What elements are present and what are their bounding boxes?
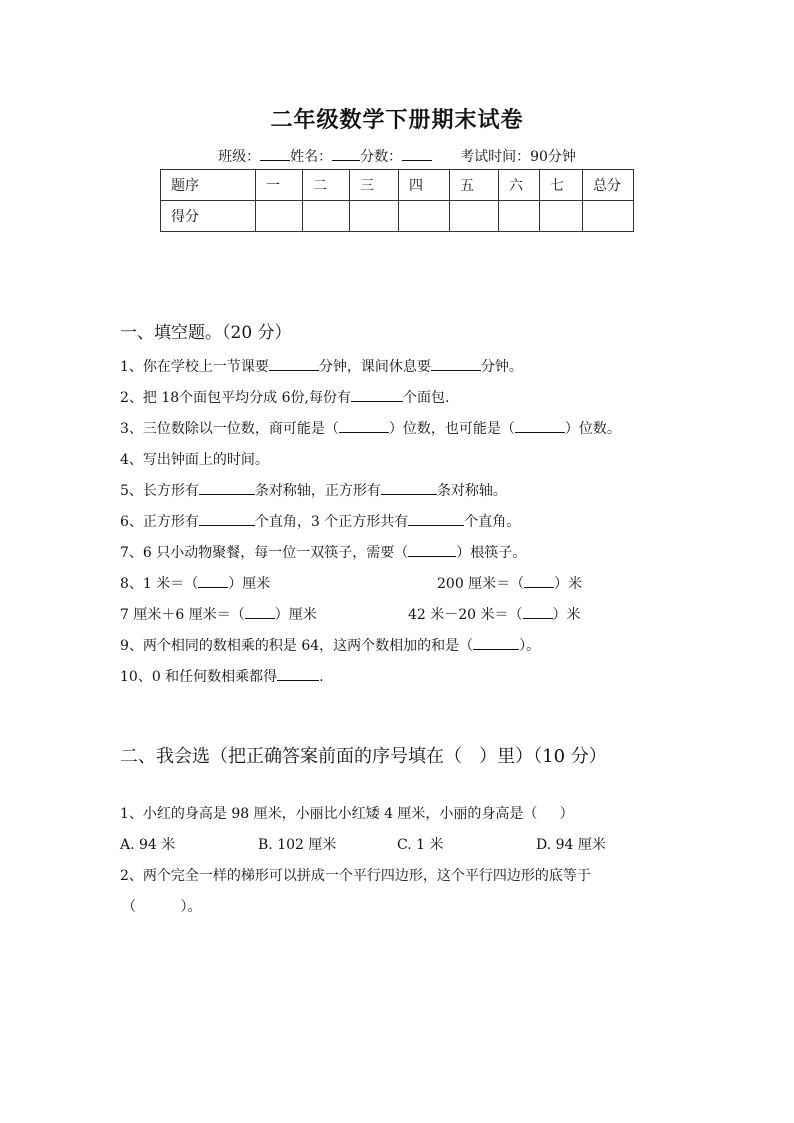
question-1-4: 4、写出钟面上的时间。: [120, 452, 269, 468]
question-text: 3、三位数除以一位数，商可能是（: [120, 421, 339, 437]
question-text: 2、把 18个面包平均分成 6份,每份有: [120, 390, 351, 406]
question-text: 8、1 米＝（: [120, 576, 199, 592]
score-cell[interactable]: [540, 201, 583, 232]
score-label: 分数：: [360, 149, 403, 165]
question-2-1-option-a[interactable]: A. 94 米: [120, 837, 176, 853]
page-title: 二年级数学下册期末试卷: [270, 107, 524, 133]
question-1-9: [120, 635, 540, 655]
question-1-8c: [120, 604, 317, 624]
score-cell[interactable]: [499, 201, 540, 232]
score-table-score-row: [161, 201, 634, 232]
question-text: 9、两个相同的数相乘的积是 64，这两个数相加的和是（: [120, 638, 474, 654]
answer-blank[interactable]: [523, 606, 553, 619]
score-table-header-cell: 六: [499, 170, 540, 201]
question-2-1-option-d[interactable]: D. 94 厘米: [536, 837, 606, 853]
score-cell[interactable]: [256, 201, 303, 232]
answer-blank[interactable]: [381, 482, 437, 495]
question-text: ）根筷子。: [456, 545, 527, 561]
class-label: 班级：: [218, 149, 261, 165]
answer-blank[interactable]: [408, 544, 456, 557]
question-2-1-option-c[interactable]: C. 1 米: [397, 837, 444, 853]
question-text: 个直角，3 个正方形共有: [254, 514, 409, 530]
score-table-header-cell: 三: [350, 170, 399, 201]
question-text: 条对称轴，正方形有: [254, 483, 381, 499]
student-info-line: [0, 146, 794, 166]
question-1-8d: [408, 604, 581, 624]
question-1-3: [120, 418, 621, 438]
score-cell[interactable]: [450, 201, 499, 232]
score-blank[interactable]: [402, 147, 432, 161]
question-text: ）米: [552, 607, 581, 623]
question-1-7: [120, 542, 526, 562]
question-1-2: [120, 387, 449, 407]
question-text: 7、6 只小动物聚餐，每一位一双筷子，需要（: [120, 545, 409, 561]
question-text: 分钟。: [480, 359, 523, 375]
score-table-header-cell: 四: [399, 170, 450, 201]
score-table-header-cell: 七: [540, 170, 583, 201]
question-text: 个直角。: [464, 514, 521, 530]
question-1-5: [120, 480, 507, 500]
score-cell[interactable]: [399, 201, 450, 232]
question-text: 1、你在学校上一节课要: [120, 359, 269, 375]
section-1-heading: 一、填空题。（20 分）: [120, 323, 292, 343]
score-cell[interactable]: [303, 201, 350, 232]
answer-blank[interactable]: [199, 513, 255, 526]
score-table-row-label: 得分: [161, 201, 256, 232]
question-text: 5、长方形有: [120, 483, 199, 499]
score-table-header-cell: 五: [450, 170, 499, 201]
score-table-header-cell: 二: [303, 170, 350, 201]
question-text: 条对称轴。: [436, 483, 507, 499]
score-cell[interactable]: [583, 201, 634, 232]
question-text: 42 米－20 米＝（: [408, 607, 523, 623]
answer-blank[interactable]: [245, 606, 275, 619]
question-text: 个面包.: [402, 390, 450, 406]
answer-blank[interactable]: [199, 482, 255, 495]
question-text: 分钟，课间休息要: [318, 359, 431, 375]
question-1-10: [120, 666, 324, 686]
exam-time: 考试时间：90分钟: [460, 149, 576, 165]
answer-blank[interactable]: [431, 358, 481, 371]
question-2-1-option-b[interactable]: B. 102 厘米: [258, 837, 337, 853]
question-text: 10、0 和任何数相乘都得: [120, 669, 278, 685]
question-text: 6、正方形有: [120, 514, 199, 530]
answer-blank[interactable]: [277, 668, 319, 681]
question-text: ）米: [554, 576, 583, 592]
question-text: ）厘米: [274, 607, 317, 623]
name-blank[interactable]: [332, 147, 360, 161]
score-table-header-cell: 总分: [583, 170, 634, 201]
answer-blank[interactable]: [408, 513, 464, 526]
question-2-2: 2、两个完全一样的梯形可以拼成一个平行四边形，这个平行四边形的底等于: [120, 868, 591, 884]
answer-blank[interactable]: [524, 575, 554, 588]
question-2-1: 1、小红的身高是 98 厘米，小丽比小红矮 4 厘米，小丽的身高是（ ）: [120, 806, 574, 822]
answer-blank[interactable]: [473, 637, 519, 650]
score-table-header-row: [161, 170, 634, 201]
answer-blank[interactable]: [351, 389, 403, 402]
score-table-header-cell: 题序: [161, 170, 256, 201]
answer-blank[interactable]: [339, 420, 389, 433]
question-text: ）厘米: [228, 576, 271, 592]
question-text: ）。: [519, 638, 541, 654]
question-1-8b: [437, 573, 582, 593]
question-text: .: [319, 669, 324, 685]
answer-blank[interactable]: [515, 420, 565, 433]
answer-blank[interactable]: [269, 358, 319, 371]
question-text: ）位数，也可能是（: [388, 421, 515, 437]
question-text: 7 厘米＋6 厘米＝（: [120, 607, 245, 623]
name-label: 姓名：: [290, 149, 333, 165]
section-2-heading: 二、我会选（把正确答案前面的序号填在（ ）里）（10 分）: [120, 746, 607, 767]
question-2-2-answer-bracket[interactable]: （ ）。: [122, 899, 202, 915]
answer-blank[interactable]: [198, 575, 228, 588]
class-blank[interactable]: [260, 147, 290, 161]
score-cell[interactable]: [350, 201, 399, 232]
question-1-6: [120, 511, 520, 531]
score-table-header-cell: 一: [256, 170, 303, 201]
score-table: [160, 169, 634, 232]
question-text: ）位数。: [564, 421, 621, 437]
question-1-1: [120, 356, 523, 376]
question-1-8a: [120, 573, 270, 593]
question-text: 200 厘米＝（: [437, 576, 525, 592]
